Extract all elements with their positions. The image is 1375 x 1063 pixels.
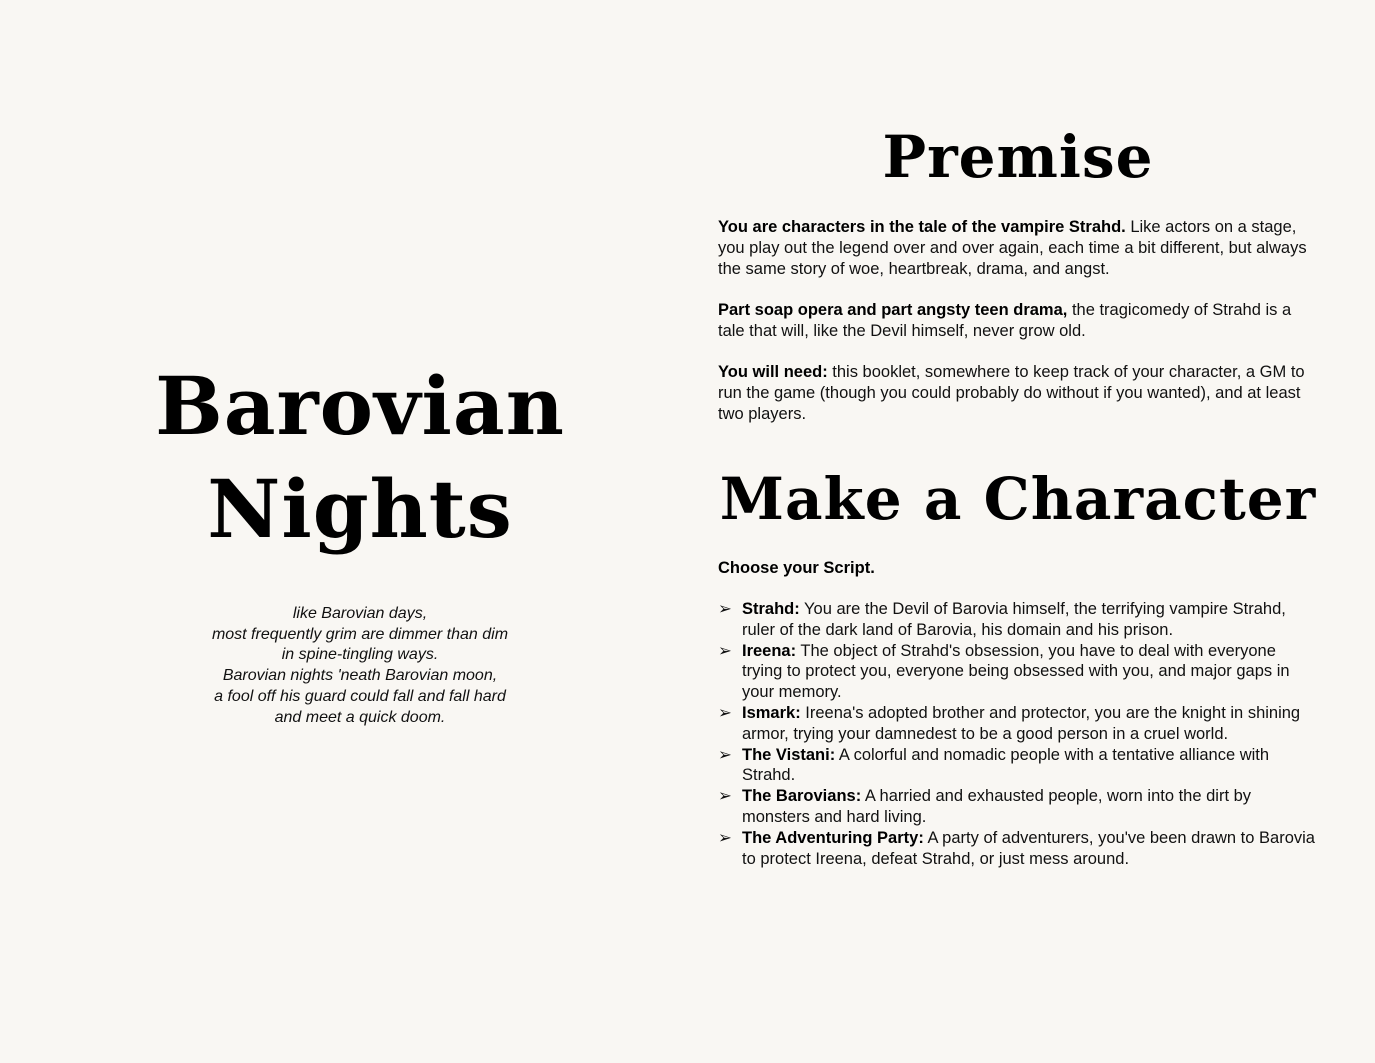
script-item-barovians [718,786,1318,828]
premise-p1-lead: You are characters in the tale of the vampire Strahd. [718,218,1126,236]
premise-p3-lead: You will need: [718,363,828,381]
premise-p2-lead: Part soap opera and part angsty teen drama, [718,301,1068,319]
poem-line: a fool off his guard could fall and fall hard [214,687,506,705]
script-description: Ireena's adopted brother and protector, you are the knight in shining armor, trying your damnedest to be a good person in a cruel world. [742,703,1301,743]
make-character-heading: Make a Character [719,465,1317,533]
script-name: The Adventuring Party: [742,828,924,847]
poem-line: like Barovian days, [292,605,428,622]
premise-p2-text: the tragicomedy of Strahd is a tale that will, like the Devil himself, never grow old. [718,301,1292,340]
script-item-ireena [718,641,1318,703]
poem-line: Barovian nights 'neath Barovian moon, [222,667,498,685]
script-item-ismark [718,703,1318,745]
script-description: You are the Devil of Barovia himself, the terrifying vampire Strahd, ruler of the dark land of Barovia, his domain and his prison. [742,600,1286,639]
script-name: The Vistani: [742,745,836,764]
arrow-bullet-icon: ➢ [718,745,732,764]
script-name: Ismark: [742,703,801,722]
script-list [718,599,1318,869]
choose-script-label: Choose your Script. [718,559,875,577]
script-description: A harried and exhausted people, worn into the dirt by monsters and hard living. [742,787,1252,826]
script-name: Ireena: [742,641,797,660]
arrow-bullet-icon: ➢ [718,703,732,722]
arrow-bullet-icon: ➢ [718,787,732,806]
booklet-title [0,355,720,561]
premise-paragraph-1 [718,217,1318,279]
poem-line: in spine-tingling ways. [281,646,439,664]
script-name: Strahd: [742,600,800,618]
arrow-bullet-icon: ➢ [718,828,732,847]
poem-line: and meet a quick doom. [274,708,446,726]
premise-paragraph-2 [718,300,1318,342]
arrow-bullet-icon: ➢ [718,600,732,618]
script-item-vistani [718,745,1318,787]
premise-p3-text: this booklet, somewhere to keep track of your character, a GM to run the game (though you could probably do without if you wanted), and at least two players. [718,363,1305,423]
character-section-heading [718,466,1318,532]
script-name: The Barovians: [742,787,862,806]
script-item-strahd [718,599,1318,641]
premise-section-heading [718,124,1318,190]
script-description: A party of adventurers, you've been drawn to Barovia to protect Ireena, defeat Strahd, or just mess around. [742,828,1315,868]
premise-paragraph-3 [718,362,1318,424]
premise-p1-text: Like actors on a stage, you play out the legend over and over again, each time a bit different, but always the same story of woe, heartbreak, drama, and angst. [718,218,1307,278]
poem-line: most frequently grim are dimmer than dim [211,625,509,643]
script-description: A colorful and nomadic people with a tentative alliance with Strahd. [742,745,1270,785]
script-description: The object of Strahd's obsession, you have to deal with everyone trying to protect you, everyone being obsessed with you, and major gaps in your memory. [742,641,1290,702]
arrow-bullet-icon: ➢ [718,641,732,660]
epigraph-poem [0,604,720,728]
title-line-2: Nights [207,462,513,556]
script-item-adventuring-party [718,828,1318,870]
title-line-1: Barovian [155,359,565,453]
premise-heading: Premise [882,123,1154,191]
